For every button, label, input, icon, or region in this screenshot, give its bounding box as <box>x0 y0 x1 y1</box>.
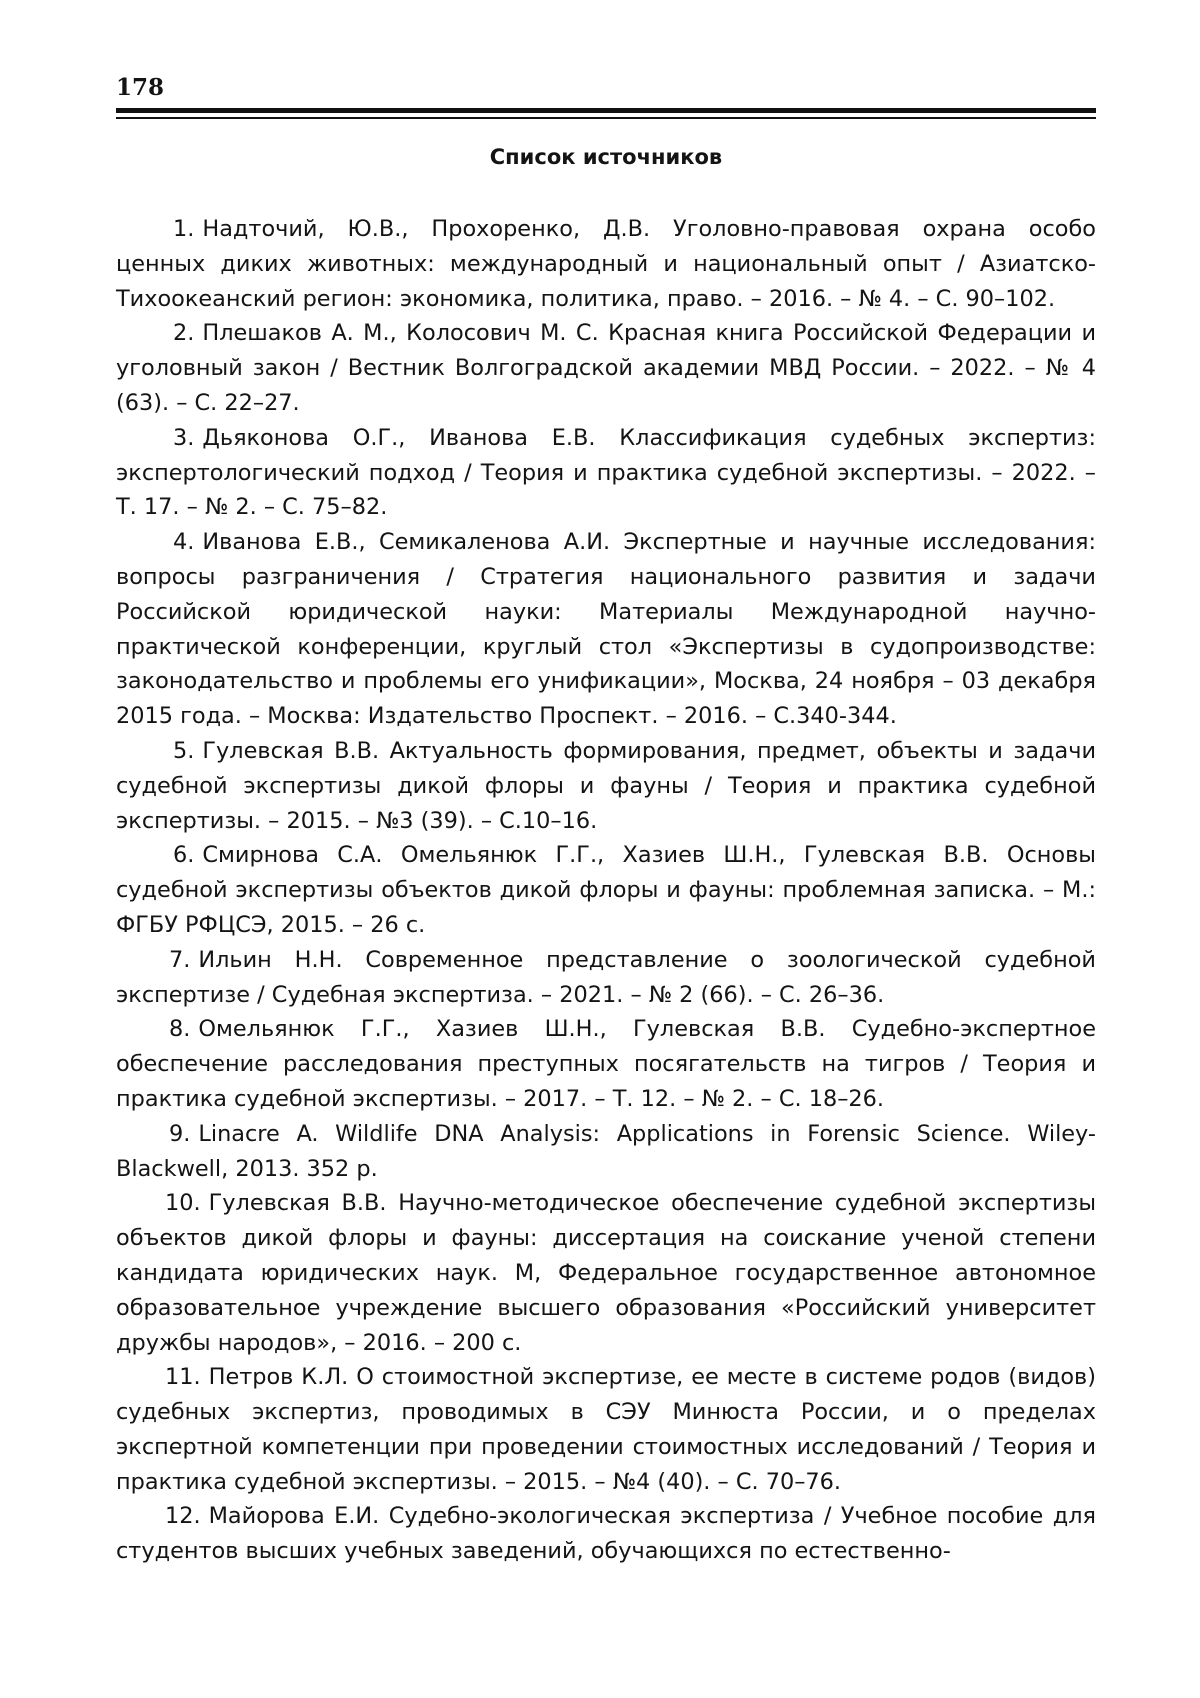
reference-number: 11. <box>165 1364 201 1391</box>
reference-number: 10. <box>165 1190 201 1217</box>
reference-item <box>116 421 1096 525</box>
reference-item <box>116 1117 1096 1187</box>
reference-number: 12. <box>165 1503 201 1530</box>
reference-list <box>116 212 1096 1569</box>
reference-number: 7. <box>169 946 191 973</box>
reference-number: 9. <box>169 1120 191 1147</box>
reference-item <box>116 1360 1096 1499</box>
reference-number: 2. <box>173 320 195 347</box>
reference-item <box>116 734 1096 838</box>
reference-item <box>116 316 1096 420</box>
reference-number: 4. <box>173 529 195 556</box>
reference-number: 6. <box>173 842 195 869</box>
reference-number: 1. <box>173 216 195 242</box>
reference-item <box>116 943 1096 1013</box>
header-rule-thin <box>116 117 1096 119</box>
reference-text: Майорова Е.И. Судебно-экологическая экспертиза / Учебное пособие для студентов высших учебных заведений, обучающихся по естественно- <box>116 1503 1096 1565</box>
reference-text: Гулевская В.В. Научно-методическое обеспечение судебной экспертизы объектов дикой флоры и фауны: диссертация на соискание ученой степени кандидата юридических наук. М, Федеральное государственное автономное образовательное учреждение высшего образования «Российский университет дружбы народов», – 2016. – 200 с. <box>116 1190 1096 1356</box>
reference-text: Смирнова С.А. Омельянюк Г.Г., Хазиев Ш.Н., Гулевская В.В. Основы судебной экспертизы объектов дикой флоры и фауны: проблемная записка. – М.: ФГБУ РФЦСЭ, 2015. – 26 с. <box>116 842 1096 938</box>
reference-text: Плешаков А. М., Колосович М. С. Красная книга Российской Федерации и уголовный закон / Вестник Волгоградской академии МВД России. – 2022. – № 4 (63). – С. 22–27. <box>116 320 1096 416</box>
reference-text: Петров К.Л. О стоимостной экспертизе, ее месте в системе родов (видов) судебных экспертиз, проводимых в СЭУ Минюста России, и о пределах экспертной компетенции при проведении стоимостных исследований / Теория и практика судебной экспертизы. – 2015. – №4 (40). – С. 70–76. <box>116 1364 1096 1495</box>
reference-text: Надточий, Ю.В., Прохоренко, Д.В. Уголовно-правовая охрана особо ценных диких животных: международный и национальный опыт / Азиатско-Тихоокеанский регион: экономика, политика, право. – 2016. – № 4. – С. 90–102. <box>116 216 1096 312</box>
reference-item <box>116 838 1096 942</box>
reference-text: Linacre A. Wildlife DNA Analysis: Applications in Forensic Science. Wiley-Blackwell, 2013. 352 p. <box>116 1120 1096 1182</box>
page-number: 178 <box>116 74 165 101</box>
reference-number: 5. <box>173 737 195 764</box>
reference-item <box>116 212 1096 316</box>
reference-item <box>116 1499 1096 1569</box>
reference-item <box>116 1012 1096 1116</box>
reference-text: Гулевская В.В. Актуальность формирования, предмет, объекты и задачи судебной экспертизы дикой флоры и фауны / Теория и практика судебной экспертизы. – 2015. – №3 (39). – С.10–16. <box>116 737 1096 834</box>
reference-item <box>116 1186 1096 1360</box>
reference-number: 8. <box>169 1016 191 1043</box>
reference-text: Иванова Е.В., Семикаленова А.И. Экспертные и научные исследования: вопросы разграничения / Стратегия национального развития и задачи Российской юридической науки: Материалы Международной научно-практической конференции, круглый стол «Экспертизы в судопроизводстве: законодательство и проблемы его унификации», Москва, 24 ноября – 03 декабря 2015 года. – Москва: Издательство Проспект. – 2016. – С.340-344. <box>116 529 1096 730</box>
section-title: Список источников <box>489 145 723 169</box>
reference-number: 3. <box>173 424 195 451</box>
header-rule-thick <box>116 108 1096 113</box>
reference-text: Омельянюк Г.Г., Хазиев Ш.Н., Гулевская В.В. Судебно-экспертное обеспечение расследования преступных посягательств на тигров / Теория и практика судебной экспертизы. – 2017. – Т. 12. – № 2. – С. 18–26. <box>116 1016 1096 1112</box>
reference-text: Ильин Н.Н. Современное представление о зоологической судебной экспертизе / Судебная экспертиза. – 2021. – № 2 (66). – С. 26–36. <box>116 946 1096 1008</box>
reference-item <box>116 525 1096 734</box>
reference-text: Дьяконова О.Г., Иванова Е.В. Классификация судебных экспертиз: экспертологический подход / Теория и практика судебной экспертизы. – 2022. – Т. 17. – № 2. – С. 75–82. <box>116 424 1096 521</box>
